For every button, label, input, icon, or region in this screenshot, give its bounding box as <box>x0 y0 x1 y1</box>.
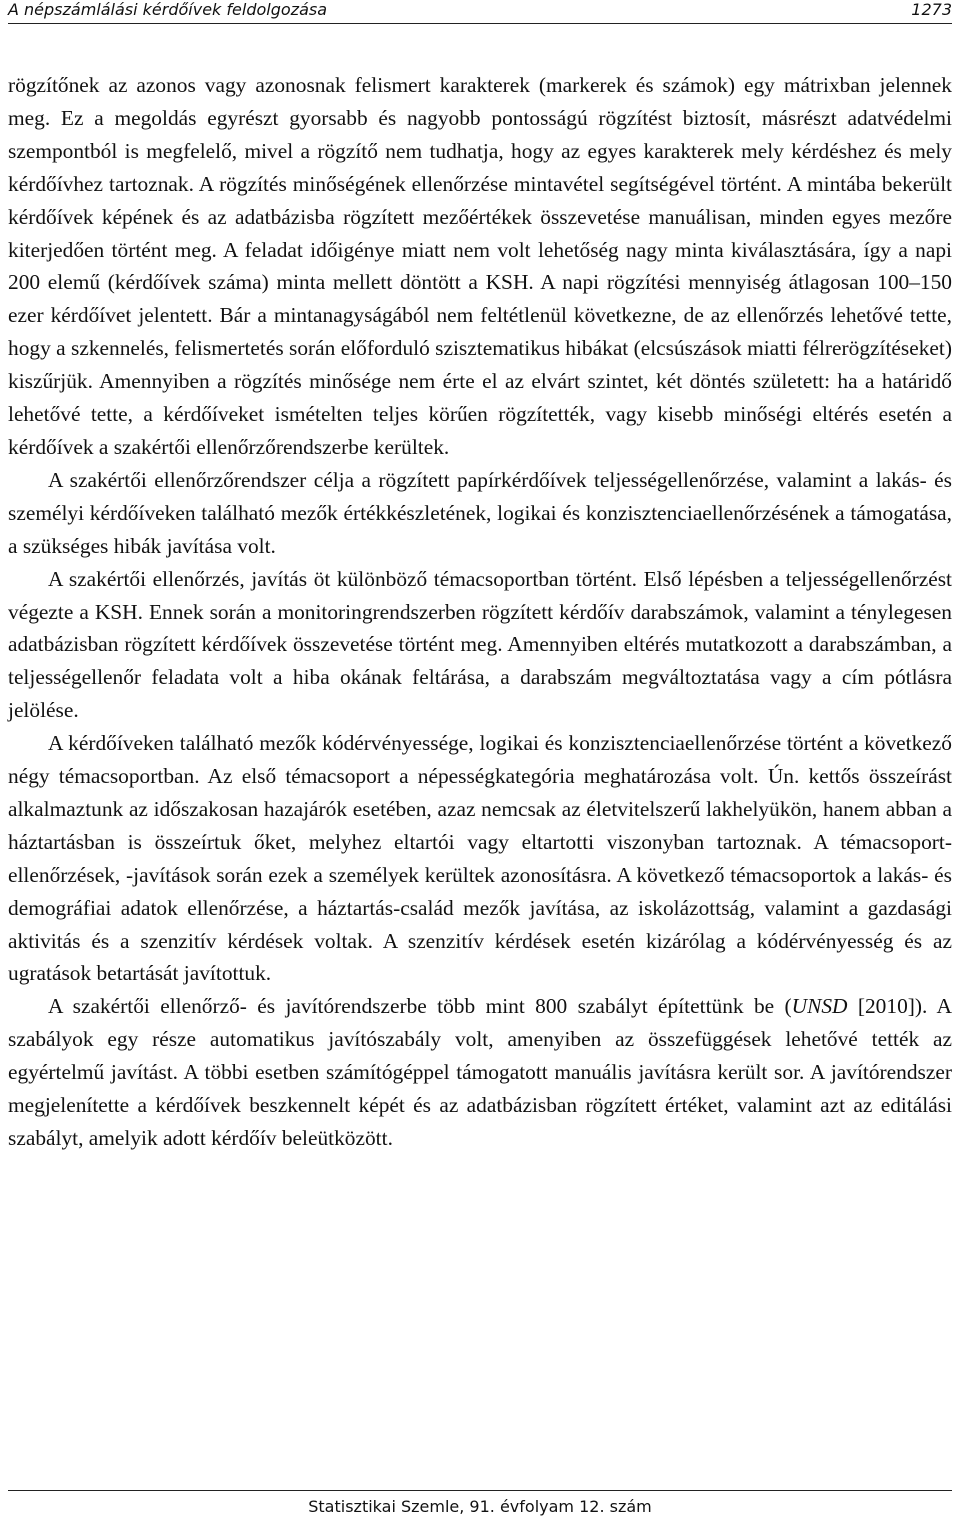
body-paragraph-5-part-2: [2010]). A szabályok egy része automatikus javítószabály volt, amenyiben az összefüggések lehetővé tették az egyértelmű javítást. A többi esetben számítógéppel támogatott manuális javításra került sor. A javítórendszer megjelenítette a kérdőívek beszkennelt képét és az adatbázisban rögzített értéket, valamint azt az editálási szabályt, amelyik adott kérdőív beleütközött. <box>8 994 952 1150</box>
page-number: 1273 <box>911 0 952 19</box>
header-divider <box>8 23 952 24</box>
running-header-title: A népszámlálási kérdőívek feldolgozása <box>8 0 328 19</box>
body-paragraph-5 <box>8 990 952 1155</box>
body-paragraph-1: rögzítőnek az azonos vagy azonosnak felismert karakterek (markerek és számok) egy mátrixban jelennek meg. Ez a megoldás egyrészt gyorsabb és nagyobb pontosságú rögzítést biztosít, másrészt adatvédelmi szempontból is megfelelő, mivel a rögzítő nem tudhatja, hogy az egyes karakterek mely kérdéshez és mely kérdőívhez tartoznak. A rögzítés minőségének ellenőrzése mintavétel segítségével történt. A mintába bekerült kérdőívek képének és az adatbázisba rögzített mezőértékek összevetése manuálisan, minden egyes mezőre kiterjedően történt meg. A feladat időigénye miatt nem volt lehetőség nagy minta kiválasztására, így a napi 200 elemű (kérdőívek száma) minta mellett döntött a KSH. A napi rögzítési mennyiség átlagosan 100–150 ezer kérdőívet jelentett. Bár a mintanagyságából nem feltétlenül következne, de az ellenőrzés lehetővé tette, hogy a szkennelés, felismertetés során előforduló szisztematikus hibákat (elcsúszások miatti félrerögzítéseket) kiszűrjük. Amennyiben a rögzítés minősége nem érte el az elvárt szintet, két döntés született: ha a határidő lehetővé tette, a kérdőíveket ismételten teljes körűen rögzítették, vagy kisebb minőségi eltérés esetén a kérdőívek a szakértői ellenőrzőrendszerbe kerültek. <box>8 73 952 459</box>
body-paragraph-3: A szakértői ellenőrzés, javítás öt különböző témacsoportban történt. Első lépésben a teljességellenőrzést végezte a KSH. Ennek során a monitoringrendszerben rögzített kérdőív darabszámok, valamint a ténylegesen adatbázisban rögzített kérdőívek összevetése történt meg. Amennyiben eltérés mutatkozott a darabszámban, a teljességellenőr feladata volt a hiba okának feltárása, a darabszám megváltoztatása vagy a cím pótlásra jelölése. <box>8 566 952 723</box>
body-paragraph-2: A szakértői ellenőrzőrendszer célja a rögzített papírkérdőívek teljességellenőrzése, valamint a lakás- és személyi kérdőíveken található mezők értékkészletének, logikai és konzisztenciaellenőrzésének a támogatása, a szükséges hibák javítása volt. <box>8 467 952 558</box>
body-paragraph-4: A kérdőíveken található mezők kódérvényessége, logikai és konzisztenciaellenőrzése történt a következő négy témacsoportban. Az első témacsoport a népességkategória meghatározása volt. Ún. kettős összeírást alkalmaztunk az időszakosan hazajárók esetében, azaz nemcsak az életvitelszerű lakhelyükön, hanem abban a háztartásban is összeírtuk őket, melyhez eltartói vagy eltartotti viszonyban tartoznak. A témacsoport-ellenőrzések, -javítások során ezek a személyek kerültek azonosításra. A következő témacsoportok a lakás- és demográfiai adatok ellenőrzése, a háztartás-család mezők javítása, az iskolázottság, valamint a gazdasági aktivitás és a szenzitív kérdések voltak. A szenzitív kérdések esetén kizárólag a kódérvényesség és az ugratások betartását javítottuk. <box>8 731 952 986</box>
footer-divider <box>8 1490 952 1491</box>
running-header <box>8 0 952 22</box>
body-paragraph-5-part-1: A szakértői ellenőrző- és javítórendszerbe több mint 800 szabályt építettünk be ( <box>48 994 792 1019</box>
citation-unsd: UNSD <box>791 994 848 1019</box>
article-body <box>8 69 952 1155</box>
running-footer: Statisztikai Szemle, 91. évfolyam 12. szám <box>308 1497 652 1516</box>
